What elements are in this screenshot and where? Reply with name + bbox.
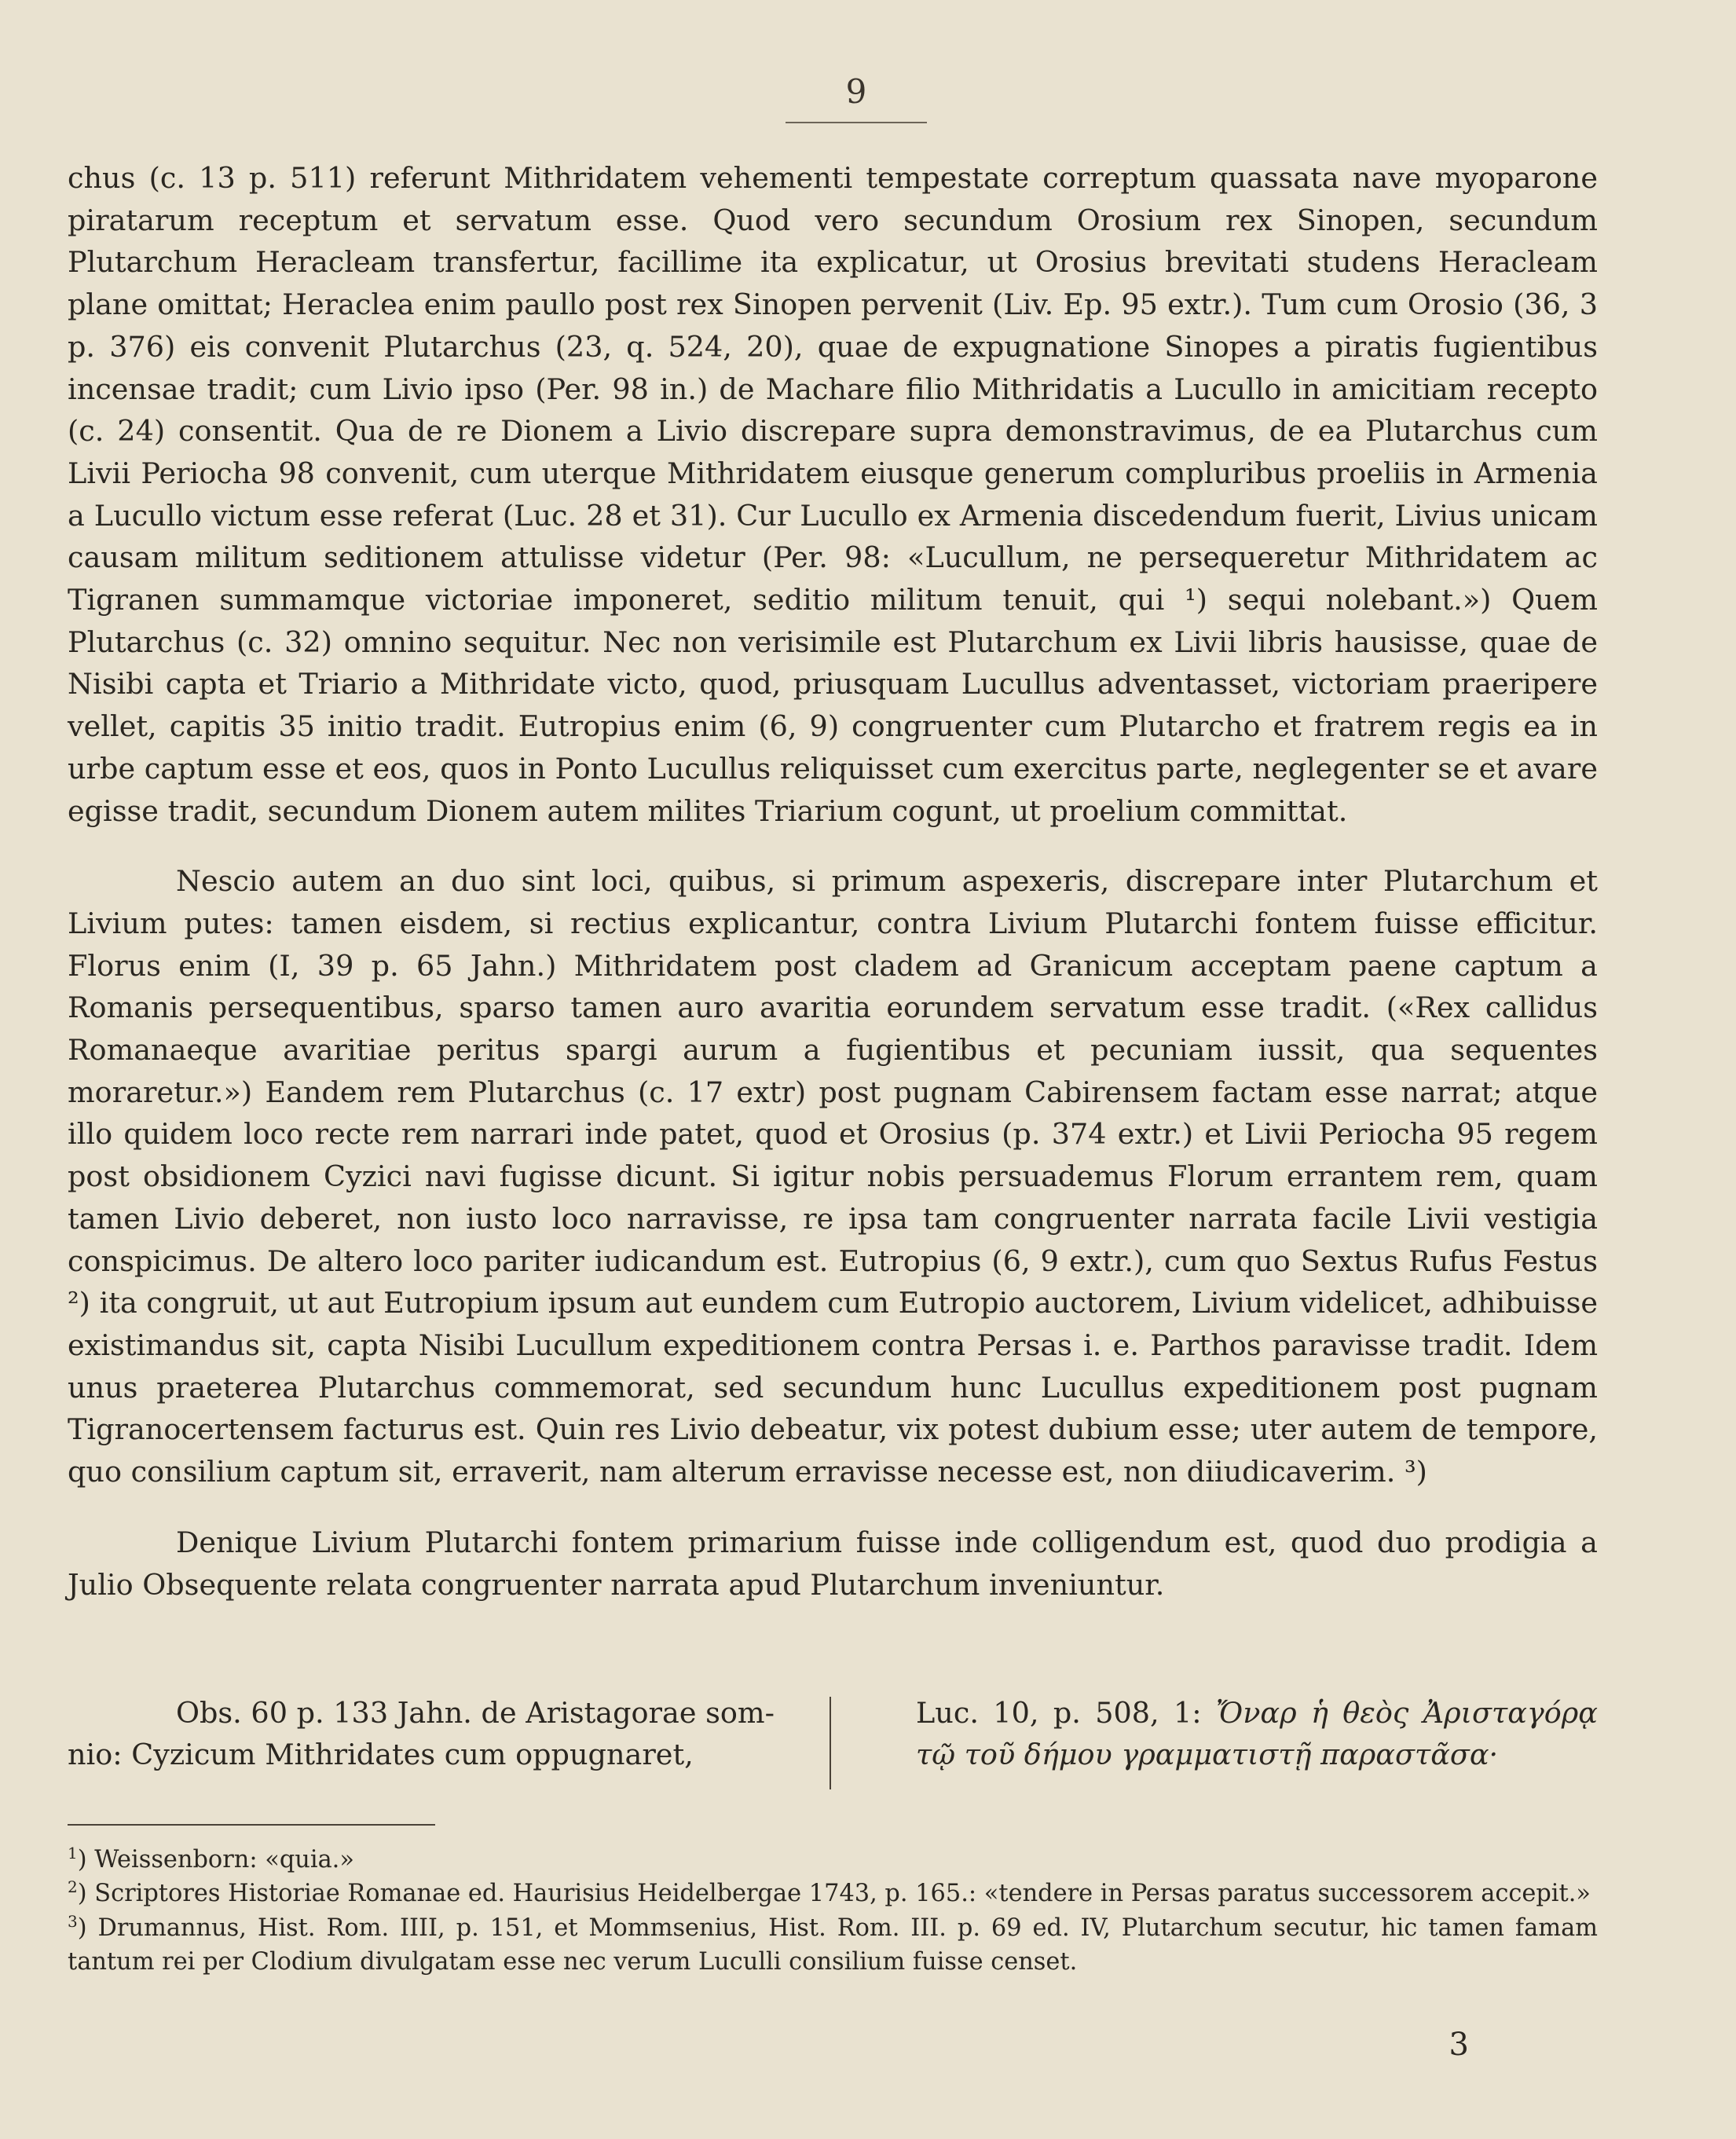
footnote-1: $^1$) Weissenborn: «quia.» — [68, 1843, 354, 1873]
parallel-columns — [68, 1692, 1598, 1789]
signature-mark: 3 — [1448, 2027, 1469, 2063]
column-left-line-2: nio: Cyzicum Mithridates cum oppugnaret, — [68, 1738, 694, 1771]
footnote-text: Weissenborn: «quia.» — [94, 1846, 354, 1873]
footnote-3: $^3$) Drumannus, Hist. Rom. IIII, p. 151, et Mommsenius, Hist. Rom. III. p. 69 ed. IV, Plutarchum secutur, hic tamen famam tantum rei per Clodium divulgatam esse nec verum Luculli consilium fuisse censet. — [68, 1911, 1598, 1976]
paragraph-gap — [68, 1493, 1598, 1522]
column-right-text — [853, 1692, 1598, 1775]
page-number-rule — [786, 122, 927, 123]
column-right-greek: Ὄναρ ἡ θεὸς Ἀρισταγόρᾳ τῷ τοῦ δήμου γραμματιστῇ παραστᾶσα· — [916, 1696, 1598, 1771]
footnote-mark: 2 — [68, 1877, 78, 1897]
page-number: 9 — [845, 72, 867, 111]
column-right-prefix: Luc. 10, p. 508, 1: — [916, 1696, 1216, 1730]
column-left — [68, 1692, 812, 1775]
paragraph-gap — [68, 832, 1598, 860]
column-divider — [830, 1697, 831, 1789]
footnote-rule — [68, 1824, 435, 1826]
paragraph-2: Nescio autem an duo sint loci, quibus, si primum aspexeris, discrepare inter Plutarchum et Livium putes: tamen eisdem, si rectius explicantur, contra Livium Plutarchi fontem fuisse efficitur. Florus enim (I, 39 p. 65 Jahn.) Mithridatem post cladem ad Granicum acceptam paene captum a Romanis persequentibus, sparso tamen auro avaritia eorundem servatum esse tradit. («Rex callidus Romanaeque avaritiae peritus spargi aurum a fugientibus et pecuniam iussit, qua sequentes moraretur.») Eandem rem Plutarchus (c. 17 extr) post pugnam Cabirensem factam esse narrat; atque illo quidem loco recte rem narrari inde patet, quod et Orosius (p. 374 extr.) et Livii Periocha 95 regem post obsidionem Cyzici navi fugisse dicunt. Si igitur nobis persuademus Florum errantem rem, quam tamen Livio deberet, non iusto loco narravisse, re ipsa tam congruenter narrata facile Livii vestigia conspicimus. De altero loco pariter iudicandum est. Eutropius (6, 9 extr.), cum quo Sextus Rufus Festus ²) ita congruit, ut aut Eutropium ipsum aut eundem cum Eutropio auctorem, Livium videlicet, adhibuisse existimandus sit, capta Nisibi Lucullum expeditionem contra Persas i. e. Parthos paravisse tradit. Idem unus praeterea Plutarchus commemorat, sed secundum hunc Lucullus expeditionem post pugnam Tigranocertensem facturus est. Quin res Livio debeatur, vix potest dubium esse; uter autem de tempore, quo consilium captum sit, erraverit, nam alterum erravisse necesse est, non diiudicaverim. ³) — [68, 864, 1598, 1489]
column-left-line-1: Obs. 60 p. 133 Jahn. de Aristagorae som- — [176, 1696, 775, 1730]
footnote-text: Drumannus, Hist. Rom. IIII, p. 151, et Mommsenius, Hist. Rom. III. p. 69 ed. IV, Plutarchum secutur, hic tamen famam tantum rei per Clodium divulgatam esse nec verum Luculli consilium fuisse censet. — [68, 1914, 1598, 1976]
footnote-mark: 3 — [68, 1911, 78, 1931]
footnote-2: $^2$) Scriptores Historiae Romanae ed. Haurisius Heidelbergae 1743, p. 165.: «tendere in Persas paratus successorem accepit.» — [68, 1877, 1591, 1908]
column-right — [853, 1692, 1598, 1775]
body-text — [68, 157, 1598, 1606]
paragraph-3: Denique Livium Plutarchi fontem primarium fuisse inde colligendum est, quod duo prodigia a Julio Obsequente relata congruenter narrata apud Plutarchum inveniuntur. — [68, 1525, 1598, 1602]
footnote-text: Scriptores Historiae Romanae ed. Haurisius Heidelbergae 1743, p. 165.: «tendere in Persas paratus successorem accepit.» — [94, 1880, 1591, 1908]
footnote-mark: 1 — [68, 1843, 78, 1862]
paragraph-1: chus (c. 13 p. 511) referunt Mithridatem vehementi tempestate correptum quassata nave myoparone piratarum receptum et servatum esse. Quod vero secundum Orosium rex Sinopen, secundum Plutarchum Heracleam transfertur, facillime ita explicatur, ut Orosius brevitati studens Heracleam plane omittat; Heraclea enim paullo post rex Sinopen pervenit (Liv. Ep. 95 extr.). Tum cum Orosio (36, 3 p. 376) eis convenit Plutarchus (23, q. 524, 20), quae de expugnatione Sinopes a piratis fugientibus incensae tradit; cum Livio ipso (Per. 98 in.) de Machare filio Mithridatis a Lucullo in amicitiam recepto (c. 24) consentit. Qua de re Dionem a Livio discrepare supra demonstravimus, de ea Plutarchus cum Livii Periocha 98 convenit, cum uterque Mithridatem eiusque generum compluribus proeliis in Armenia a Lucullo victum esse referat (Luc. 28 et 31). Cur Lucullo ex Armenia discedendum fuerit, Livius unicam causam militum seditionem attulisse videtur (Per. 98: «Lucullum, ne persequeretur Mithridatem ac Tigranen summamque victoriae imponeret, seditio militum tenuit, qui ¹) sequi nolebant.») Quem Plutarchus (c. 32) omnino sequitur. Nec non verisimile est Plutarchum ex Livii libris hausisse, quae de Nisibi capta et Triario a Mithridate victo, quod, priusquam Lucullus adventasset, victoriam praeripere vellet, capitis 35 initio tradit. Eutropius enim (6, 9) congruenter cum Plutarcho et fratrem regis ea in urbe captum esse et eos, quos in Ponto Lucullus reliquisset cum exercitus parte, neglegenter se et avare egisse tradit, secundum Dionem autem milites Triarium cogunt, ut proelium committat. — [68, 161, 1598, 828]
footnotes — [68, 1843, 1598, 1979]
